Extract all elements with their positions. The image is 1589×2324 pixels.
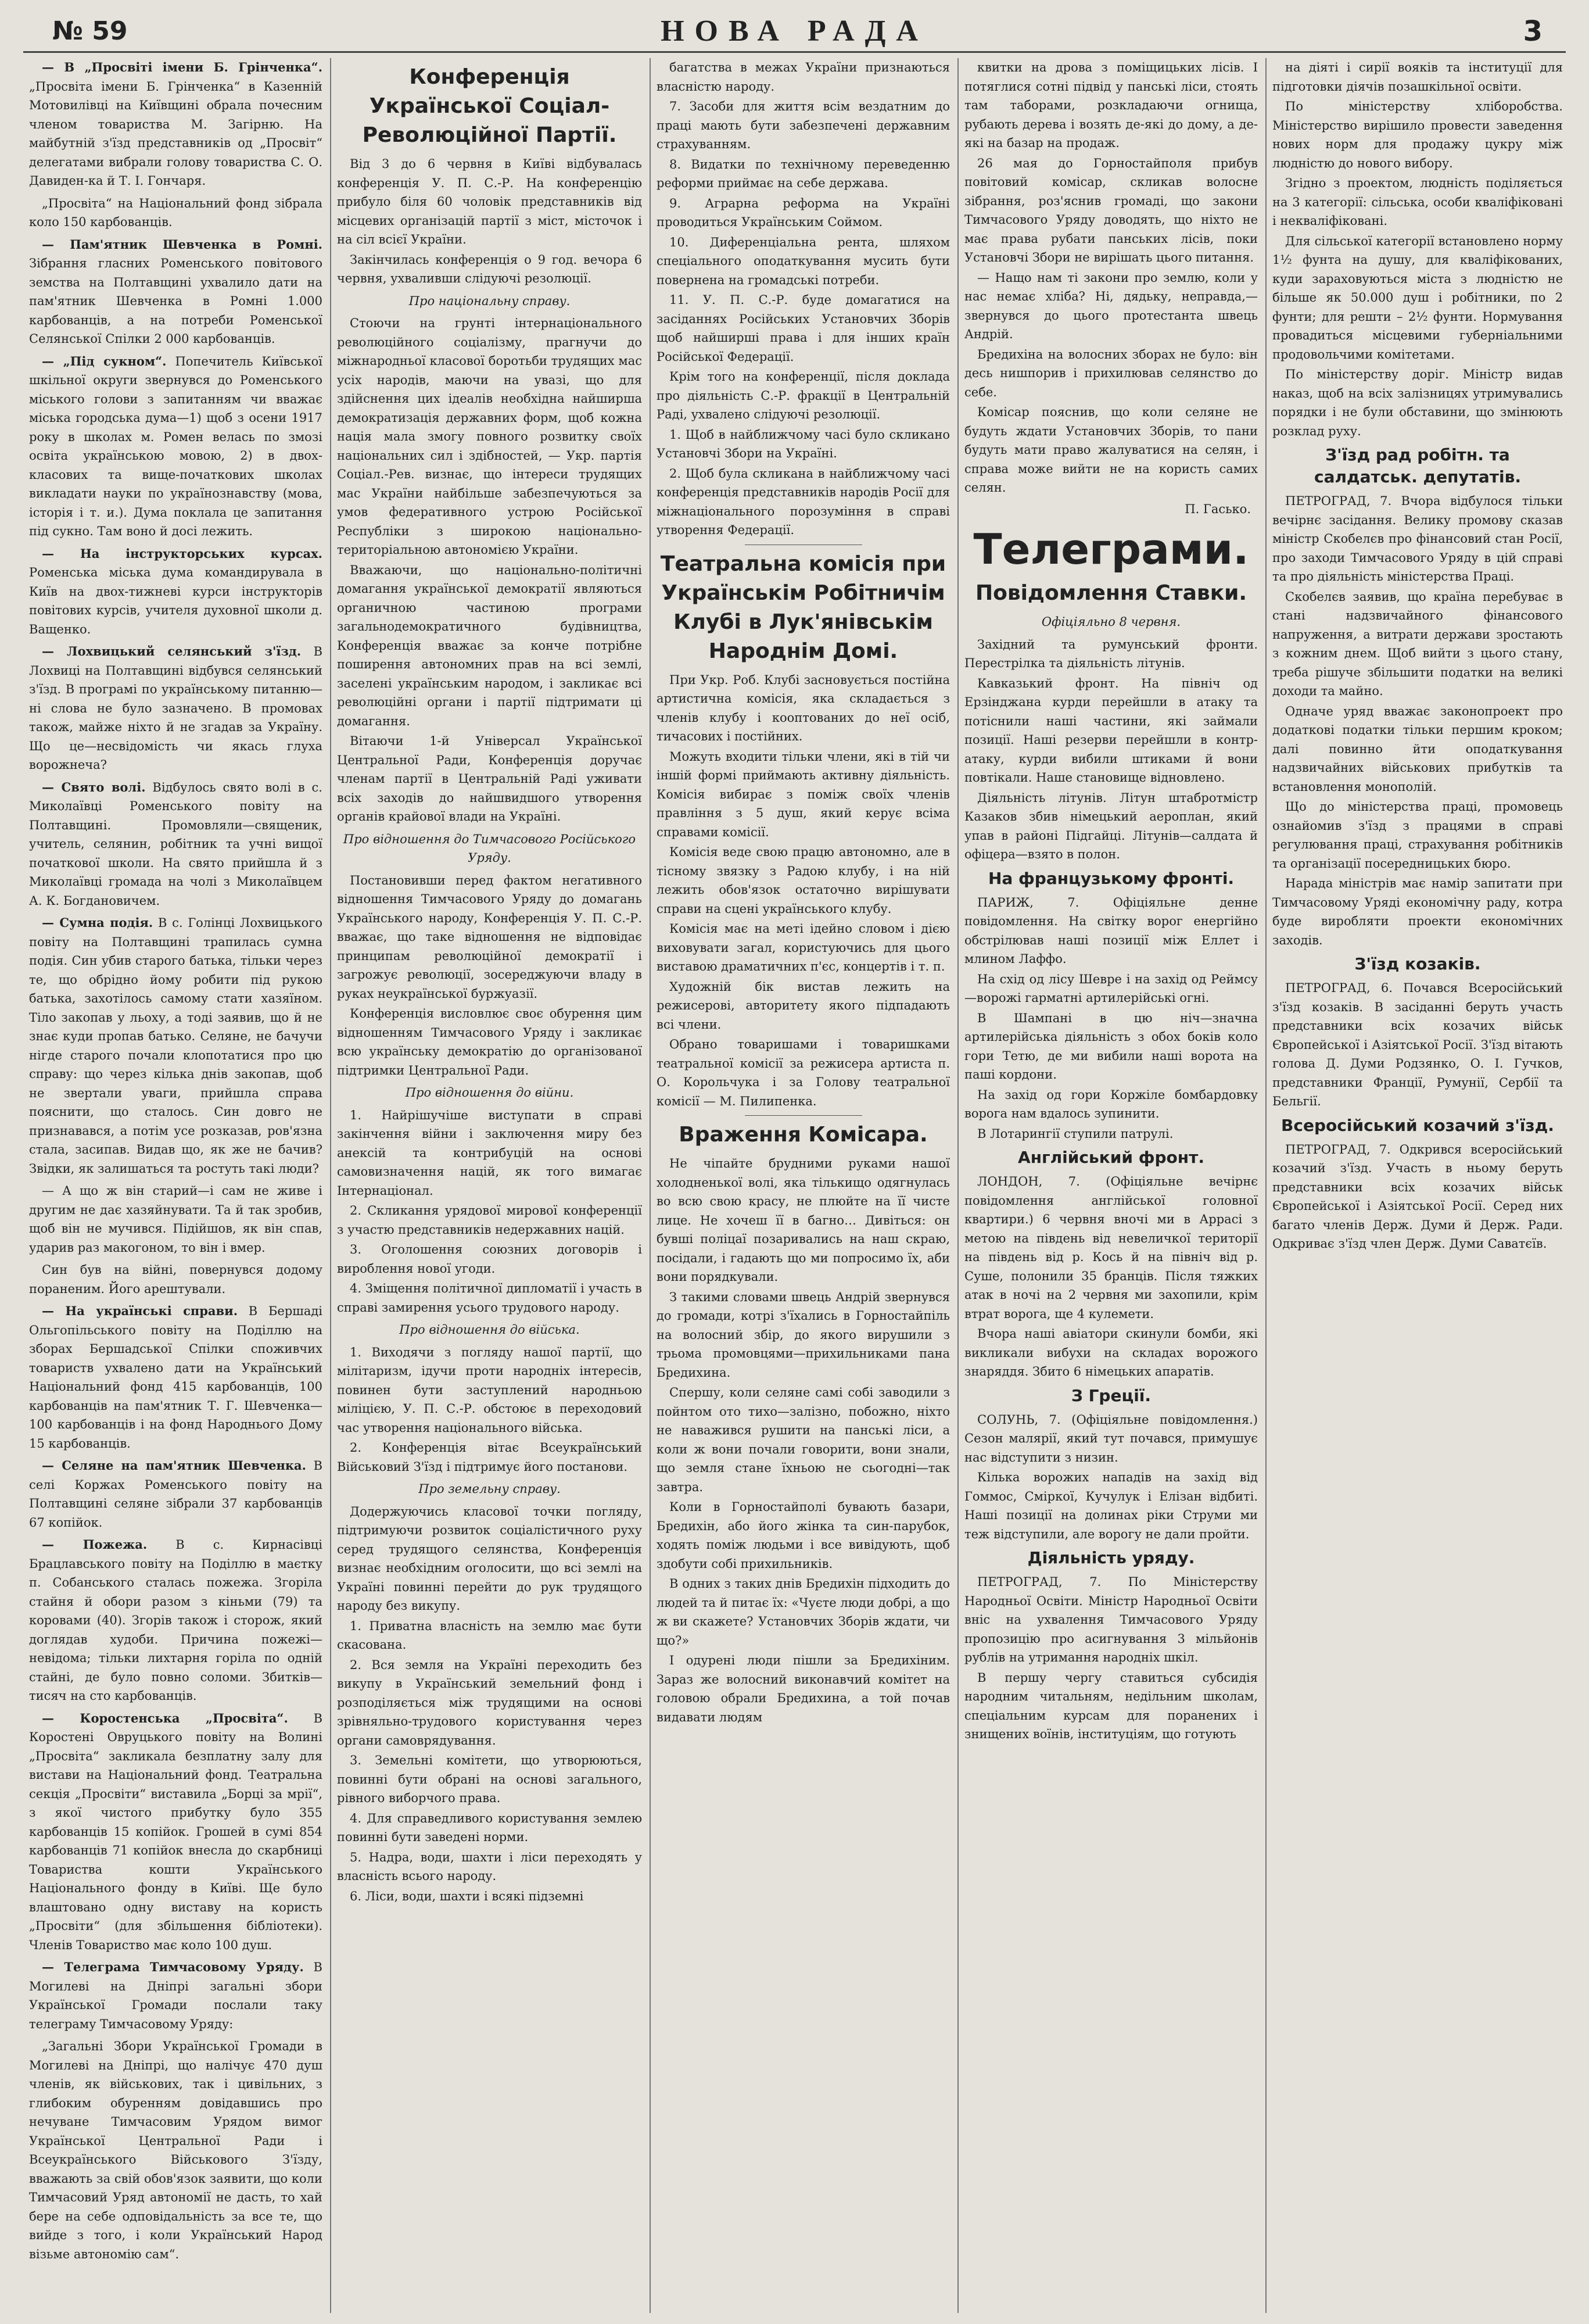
news-item-body: — А що ж він старий—і сам не живе і другим не дає хазяйнувати. Та й так зробив, щоб він не мучився. Підійшов, як він спав, ударив раз макогоном, то він і вмер.: [29, 1184, 322, 1255]
article-paragraph: 3. Оголошення союзних договорів і вироблення нової угоди.: [337, 1242, 642, 1276]
news-item-lead: — В „Просвіті імени Б. Грінченка“.: [42, 60, 322, 74]
column-3: [657, 58, 950, 2313]
article-paragraph: Художній бік вистав лежить на режисерові, авторитету якого підпадають всі члени.: [657, 979, 950, 1032]
article-paragraph: Комісія має на меті ідейно словом і дією виховувати загал, користуючись для цього виставою драматичних п'єс, концертів і т. п.: [657, 922, 950, 973]
article-paragraph: 7. Засоби для життя всім вездатним до праці мають бути забезпечені державним страхуванням.: [657, 99, 950, 151]
article-title-all-russian-cossacks: Всеросійський козачий з'їзд.: [1281, 1115, 1554, 1135]
news-item-text: [29, 778, 322, 911]
news-item-text: [29, 2037, 322, 2264]
news-item-body: „Просвіта“ на Національний фонд зібрала коло 150 карбованців.: [29, 196, 322, 229]
news-item: [29, 1958, 322, 2033]
news-item-text: [29, 352, 322, 541]
column-1: [29, 58, 322, 2313]
news-item-body: В с. Голінці Лохвицького повіту на Полтавщині трапилась сумна подія. Син убив старого батька, тільки через те, що обрідно йому робити під рукою батька, захотілось самому стати хазяїном. Тіло закопав у льоху, а тоді заявив, що й не знає куди пропав батько. Селяне, не бачучи нігде старого почали клопотатися про цю справу: що через кілька днів закопав, щоб не звертали уваги, прийшла справа пояснити, що сталось. Син довго не признавався, а потім усе розказав, ров'язна стала, засипав. Видав що, як же не бачив? Звідки, як залишаться та ростуть такі люди?: [29, 916, 322, 1176]
news-item-lead: — Сумна подія.: [42, 915, 153, 930]
article-paragraph: багатства в межах України признаються власністю народу.: [657, 60, 950, 94]
article-paragraph: 3. Земельні комітети, що утворюються, повинні бути обрані на основі загального, рівного виборчого права.: [337, 1753, 642, 1805]
article-paragraph: По міністерству хліборобства. Міністерство вирішило провести заведення нових норм для продажу цукру між людністю до нового вибору.: [1272, 99, 1563, 170]
article-title-cossacks: З'їзд козаків.: [1354, 954, 1481, 973]
article-paragraph: В Лотарингії ступили патрулі.: [977, 1126, 1174, 1141]
news-item: [29, 642, 322, 775]
article-paragraph: По міністерству доріг. Міністр видав наказ, щоб на всіх залізницях утримувались порядки і не були обставини, що змінюють розклад руху.: [1272, 367, 1563, 438]
article-paragraph: Кавказький фронт. На північ од Ерзінджана курди перейшли в атаку та потіснили наші частини, які займали позиції. Наші резерви перейшли в контр-атаку, курди вибили штиками й вони повтікали. Наше становище відновлено.: [964, 676, 1258, 785]
masthead-rule: [23, 51, 1566, 53]
section-title-army: Про відношення до війська.: [399, 1323, 580, 1337]
news-item: [29, 58, 322, 191]
masthead: [23, 6, 1566, 52]
article-paragraph: Скобелєв заявив, що країна перебуває в стані надзвичайного фінансового напруження, а витрати держави зростають з кожним днем. Щоб вийти з цього стану, треба рішуче збільшити податки на великі доходи та майно.: [1272, 589, 1563, 698]
article-paragraph: При Укр. Роб. Клубі засновується постійна артистична комісія, яка складається з членів клубу і кооптованих до неї осіб, тичасових і постійних.: [657, 672, 950, 743]
news-item-text: [29, 235, 322, 349]
article-title-french-front: На французькому фронті.: [988, 868, 1235, 888]
article-paragraph: Не чіпайте брудними руками нашої холодненької волі, яка тількищо одягнулась во всю свою красу, не плюйте на її чисте лице. Не хочеш її в багно… Дивіться: он бувші поліцаї позаривались на наш скраю, посідали, і гадають що ми попросимо їх, аби вони порядкували.: [657, 1156, 950, 1284]
news-item-text: [29, 1958, 322, 2033]
article-paragraph: З такими словами швець Андрій звернувся до громади, котрі з'їхались в Горностайпіль на волосний збір, до якого вирушили з трьома промовцями—прихильниками пана Бредихина.: [657, 1290, 950, 1380]
article-paragraph: ПЕТРОГРАД, 6. Почався Всеросійський з'їзд козаків. В засіданні беруть участь представники всіх козачих військ Європейської і Азіятської Росії. З'їзд вітають голова Д. Думи Родзянко, О. І. Гучков, представники Франції, Румунії, Сербії та Бельгії.: [1272, 981, 1563, 1108]
article-paragraph: 1. Приватна власність на землю має бути скасована.: [337, 1618, 642, 1652]
news-item-body: В с. Кирнасівці Брацлавського повіту на Поділлю в маєтку п. Собанського сталась пожежа. Згоріла стайня й обори разом з кіньми (79) та коровами (40). Згорів також і сторож, який доглядав худоби. Причина пожежі—невідома; тільки лихтарня горіла по одній стайні, де було повно соломи. Збитків—тисяч на сто карбованців.: [29, 1538, 322, 1703]
article-paragraph: 9. Аграрна реформа на Україні проводиться Українським Соймом.: [657, 196, 950, 229]
article-paragraph: 2. Щоб була скликана в найближчому часі конференція представників народів Росії для міжнаціонального порозуміння в справі утворення Федерації.: [657, 466, 950, 537]
article-paragraph: 1. Найрішучіше виступати в справі закінчення війни і заключення миру без анексій та контрибуцій на основі самовизначення націй, як того вимагає Інтернаціонал.: [337, 1108, 642, 1198]
article-title-impressions: Враження Комісара.: [679, 1123, 928, 1147]
section-title-national: Про національну справу.: [408, 293, 571, 308]
news-item-body: Попечитель Київської шкільної округи звернувся до Роменського міського голови з запитанням чи вважає міська городська дума—1) щоб з осени 1917 року в школах м. Ромен велась по змозі освіта українською мовою, 2) в двох-класових та вище-початкових школах викладати науки по українознавству (мова, історія і т. и.). Дума поклала це запитання під сукно. Там воно й досі лежить.: [29, 354, 322, 538]
article-paragraph: Для сільської категорії встановлено норму 1½ фунта на душу, для кваліфікованих, куди зараховуються міста з людністю не більше як 50.000 душ і робітники, по 2 фунти; для решти – 2½ фунти. Нормування провадиться місцевими губерніальними продовольчими комітетами.: [1272, 234, 1563, 361]
article-paragraph: На схід од лісу Шевре і на захід од Реймсу—ворожі гарматні артилерійські огні.: [964, 972, 1258, 1005]
news-item-body: „Загальні Збори Української Громади в Могилеві на Дніпрі, що налічує 470 душ членів, як військових, так і цивільних, з глибоким обуренням довідавшись про нечуване Тимчасовим Урядом вимог Української Центральної Ради і Всеукраїнського Військового З'їзду, вважають за свій обов'язок заявити, що коли Тимчасовий Уряд автономії не дасть, то хай бере на себе одповідальність за все те, що вийде з того, і коли Український Народ візьме автономію сам“.: [29, 2039, 322, 2261]
section-title-land: Про земельну справу.: [418, 1482, 561, 1496]
news-item-text: [29, 194, 322, 232]
news-item-lead: — На українські справи.: [42, 1304, 238, 1318]
article-paragraph: І одурені люди пішли за Бредихіним. Зараз же волосний виконавчий комітет на головою обрали Бредихина, а той почав видавати людям: [657, 1653, 950, 1724]
article-paragraph: Діяльність літунів. Літун штабротмістр Казаков збив німецький аероплан, який упав в районі Підгайці. Літунів—салдата й офіцера—взято в полон.: [964, 790, 1258, 861]
article-paragraph: Комісія веде свою працю автономно, але в тісному звязку з Радою клубу, і на ній лежить обов'язок остаточно вирішувати справи на сцені українського клубу.: [657, 845, 950, 916]
article-paragraph: Додержуючись класової точки погляду, підтримуючи розвиток соціалістичного руху серед трудящого селянства, Конференція визнає необхідним оголосити, що всі землі на Україні повинні перейти до рук трудящого народу без викупу.: [337, 1504, 642, 1613]
news-item-text: [29, 1181, 322, 1257]
article-paragraph: Нарада міністрів має намір запитати при Тимчасовому Уряді економічну раду, котра буде виробляти проекти економічних заходів.: [1272, 876, 1563, 947]
news-item: [29, 194, 322, 232]
article-paragraph: Постановивши перед фактом негативного відношення Тимчасового Уряду до домагань Українського народу, Конференція У. П. С.-Р. вважає, що таке відношення не відповідає принципам революційної демократії і загрожує революції, зосереджуючи владу в руках неукраїнської буржуазії.: [337, 873, 642, 1001]
news-item: [29, 352, 322, 541]
article-paragraph: Що до міністерства праці, промовець ознайомив з'їзд з працями в справі регулювання праці, страхування робітників та організації посередницьких бюро.: [1272, 800, 1563, 871]
article-paragraph: 1. Виходячи з погляду нашої партії, що мілітаризм, ідучи проти народніх інтересів, повинен бути заступлений народньою міліцією, У. П. С.-Р. обстоює в переходовий час утворення національного війська.: [337, 1345, 642, 1435]
news-item-body: Роменська міська дума командирувала в Київ на двох-тижневі курси інструкторів повітових курсів, учителя духовної школи д. Ващенко.: [29, 565, 322, 636]
article-paragraph: ПАРИЖ, 7. Офіціяльне денне повідомлення. На світку ворог енергійно обстрілював наші позиції між Еллет і млином Лаффо.: [964, 895, 1258, 966]
article-paragraph: квитки на дрова з поміщицьких лісів. І потяглися сотні підвід у панські ліси, стоять там таборами, розкладаючи огнища, рубають дерева і возять де-які до дому, а де-які на базар на продаж.: [964, 60, 1258, 150]
article-paragraph: Від 3 до 6 червня в Київі відбувалась конференція У. П. С.-Р. На конференцію прибуло біля 60 чоловік представників від місцевих організацій партії з міст, місточок і на сіл всієї України.: [337, 157, 642, 246]
news-item-body: Відбулось свято волі в с. Миколаївці Роменського повіту на Полтавщині. Промовляли—священик, учитель, селянин, робітник та учні вищої початкової школи. На свято прийшла й з Миколаївці громада на чолі з Миколаївцем А. К. Богдановичем.: [29, 780, 322, 908]
article-paragraph: ЛОНДОН, 7. (Офіціяльне вечірнє повідомлення англійської головної квартири.) 6 червня вночі ми в Арраcі з метою на південь від невеличкої території на південь від р. Кось й на північ від р. Суше, полонили 35 бранців. Після тяжких атак в ночі на 2 червня ми захопили, крім втрат ворога, ще 4 кулемети.: [964, 1174, 1258, 1321]
article-paragraph: В Шампані в цю ніч—значна артилерійська діяльність з обох боків коло гори Тетю, де ми вибили наші ворота на паші кордони.: [964, 1011, 1258, 1082]
article-paragraph: 4. Зміщення політичної дипломатії і участь в справі замирення усього трудового народу.: [337, 1281, 642, 1315]
article-paragraph: Вважаючи, що національно-політичні домагання української демократії являються органичною частиною програми загальнодемократичного будівництва, Конференція вважає за конче потрібне поширення автономних прав на всі землі, заселені українським народом, і закликає всі революційні органи і партії підтримати ці домагання.: [337, 563, 642, 728]
column-5: [1272, 58, 1563, 2313]
article-paragraph: ПЕТРОГРАД, 7. Одкрився всеросійський козачий з'їзд. Участь в ньому беруть представники всіх козачих військ Європейської і Азіятської Росії. Серед них багато членів Держ. Думи й Держ. Ради. Одкриває з'їзд член Держ. Думи Саватєїв.: [1272, 1142, 1563, 1251]
news-item-body: В Могилеві на Дніпрі загальні збори Української Громади послали таку телеграму Тимчасовому Уряду:: [29, 1960, 322, 2031]
news-item-body: В селі Коржах Роменського повіту на Полтавщині селяне зібрали 37 карбованців 67 копійок.: [29, 1459, 322, 1530]
news-item: [29, 778, 322, 911]
news-item: [29, 235, 322, 349]
article-paragraph: Закінчилась конференція о 9 год. вечора 6 червня, ухваливши слідуючі резолюції.: [337, 252, 642, 285]
column-divider: [650, 58, 651, 2313]
article-paragraph: В першу чергу ставиться субсидія народним читальням, недільним школам, спеціальним курсам для поранених і знищених воїнів, інституціям, що готують: [964, 1670, 1258, 1741]
article-paragraph: Кілька ворожих нападів на захід від Гоммос, Сміркої, Кучулук і Елізан відбиті. Наші позиції на долинах ріки Струми ми теж відступили, але ворогу не дали пройти.: [964, 1470, 1258, 1541]
article-paragraph: Згідно з проектом, людність поділяється на 3 категорії: сільська, особи кваліфіковані і некваліфіковані.: [1272, 176, 1563, 228]
news-item-lead: — „Під сукном“.: [42, 353, 167, 368]
newspaper-title: НОВА РАДА: [661, 15, 928, 48]
article-paragraph: 2. Вся земля на Україні переходить без викупу в Український земельний фонд і розподіляється між трудящими на основі зрівняльно-трудового користування через органи самоврядування.: [337, 1657, 642, 1748]
section-title-government: Про відношення до Тимчасового Російського Уряду.: [343, 832, 636, 865]
page-number: 3: [1523, 15, 1543, 48]
news-item-text: [29, 1535, 322, 1706]
article-paragraph: На захід од гори Коржіле бомбардовку ворога нам вдалось зупинити.: [964, 1087, 1258, 1120]
article-paragraph: Вчора наші авіатори скинули бомби, які викликали вибухи на складах ворожого знаряддя. Збито 6 німецьких апаратів.: [964, 1327, 1258, 1378]
article-paragraph: ПЕТРОГРАД, 7. По Міністерству Народньої Освіти. Міністр Народньої Освіти вніс на ухвалення Тимчасового Уряду пропозицію про асигнування 3 мільйонів рублів на утримання народніх шкіл.: [964, 1575, 1258, 1664]
article-title-greece: З Греції.: [1071, 1385, 1152, 1405]
news-item-text: [29, 1302, 322, 1453]
column-divider: [957, 58, 959, 2313]
article-paragraph: Західний та румунський фронти. Перестрілка та діяльність літунів.: [964, 637, 1258, 670]
news-item: [29, 1709, 322, 1955]
news-item-body: В Бершаді Ольгопільського повіту на Поділлю на зборах Бершадської Спілки споживчих товариств ухвалено дати на Український Національний фонд 415 карбованців, 100 карбованців на пам'ятник Т. Г. Шевченка—100 карбованців і на фонд Народнього Дому 15 карбованців.: [29, 1304, 322, 1451]
article-paragraph: Коли в Горностайполі бувають базари, Бредихін, або його жінка та син-парубок, ходять поміж людьми і все вивідують, щоб здобути собі прихильників.: [657, 1500, 950, 1571]
section-title-telegrams: Телеграми.: [973, 525, 1249, 574]
section-title-war: Про відношення до війни.: [405, 1086, 574, 1100]
news-item-text: [29, 914, 322, 1178]
news-item-lead: — Лохвицький селянський з'їзд.: [42, 644, 302, 658]
article-paragraph: 2. Скликання урядової мирової конференції з участю представників недержавних націй.: [337, 1204, 642, 1237]
article-paragraph: 2. Конференція вітає Всеукраїнський Військовий З'їзд і підтримує його постанови.: [337, 1441, 642, 1474]
article-paragraph: Вітаючи 1-й Універсал Української Центральної Ради, Конференція доручає членам партії в Центральній Раді уживати всіх заходів до найшвидшого утворення органів крайової влади на Україні.: [337, 734, 642, 823]
column-2: [337, 58, 642, 2313]
article-paragraph: СОЛУНЬ, 7. (Офіціяльне повідомлення.) Сезон малярії, який тут почався, примушує нас відступити з низин.: [964, 1412, 1258, 1464]
article-paragraph: 8. Видатки по технічному переведенню реформи приймає на себе держава.: [657, 157, 950, 190]
issue-number: № 59: [52, 16, 128, 46]
news-item: [29, 545, 322, 639]
news-item-body: В Лохвиці на Полтавщині відбувся селянський з'їзд. В програмі по українському питанню—ні слова не було зазначено. В промовах також, майже ніхто й не згадав за Україну. Що це—несвідомість чи якась глуха ворожнеча?: [29, 644, 322, 772]
article-title-conference: Конференція Української Соціал-Революційної Партії.: [362, 65, 617, 147]
news-item-lead: — Свято волі.: [42, 779, 146, 794]
news-item: [29, 914, 322, 1178]
article-paragraph: 5. Надра, води, шахти і ліси переходять у власність всього народу.: [337, 1850, 642, 1883]
news-item-text: [29, 545, 322, 639]
news-item: [29, 2037, 322, 2264]
article-paragraph: Одначе уряд вважає законопроект про додаткові податки тільки першим кроком; далі повинно йти оподаткування надзвичайних військових прибутків та встановлення монополій.: [1272, 704, 1563, 794]
article-paragraph: 1. Щоб в найближчому часі було скликано Установчі Збори на Україні.: [657, 427, 950, 460]
article-paragraph: 10. Диференціальна рента, шляхом спеціального оподаткування мусить бути повернена на громадські потреби.: [657, 235, 950, 287]
article-paragraph: на діяті і сирії вояків та інституції для підготовки діячів позашкільної освіти.: [1272, 60, 1563, 94]
column-4: [964, 58, 1258, 2313]
article-paragraph: Комісар пояснив, що коли селяне не будуть ждати Установчих Зборів, то пани будуть мати право жалуватися на селян, і справа може вийти не на користь самих селян.: [964, 405, 1258, 495]
news-item-text: [29, 1709, 322, 1955]
article-paragraph: Спершу, коли селяне самі собі заводили з пойнтом ото тихо—залізно, побожно, ніхто не наважився рушити на панські ліси, а коли ж вони почали говорити, вони знали, що земля стане їхньою не сьогодні—так завтра.: [657, 1385, 950, 1494]
news-item: [29, 1535, 322, 1706]
dateline: Офіціяльно 8 червня.: [1041, 615, 1181, 629]
article-paragraph: Стоючи на грунті інтернаціонального революційного соціалізму, прагнучи до міжнародньої класової боротьби трудящих мас усіх народів, маючи на увазі, що для здійснення цих ідеалів необхідна найширша демократизація державних форм, щоб кожна нація мала змогу повного розвитку своїх національних сил і здібностей, — Укр. партія Соціал.-Рев. визнає, що інтереси трудящих мас України найбільше забезпечуються за умов федеративного устрою Російської Республіки з широкою національно-територіальною автономією України.: [337, 316, 642, 557]
article-paragraph: Бредихіна на волосних зборах не було: він десь нишпорив і прихилював селянство до себе.: [964, 347, 1258, 399]
news-item: [29, 1181, 322, 1257]
article-title-stavka: Повідомлення Ставки.: [975, 581, 1247, 605]
separator: [745, 1115, 862, 1116]
article-paragraph: ПЕТРОГРАД, 7. Вчора відбулося тільки вечірнє засідання. Велику промову сказав міністр Скобелєв про фінансовий стан Росії, про заходи Тимчасового Уряду в цій справі та про діяльність міністерства Праці.: [1272, 494, 1563, 583]
news-item-lead: — На інструкторських курсах.: [42, 546, 322, 561]
article-paragraph: Крім того на конференції, після доклада про діяльність С.-Р. фракції в Центральній Раді, ухвалено слідуючі резолюції.: [657, 370, 950, 421]
news-item: [29, 1261, 322, 1298]
article-paragraph: 11. У. П. С.-Р. буде домагатися на засіданнях Російських Установчих Зборів щоб найширші права і для інших країн Російської Федерації.: [657, 293, 950, 364]
news-item-text: [29, 642, 322, 775]
article-paragraph: — Нащо нам ті закони про землю, коли у нас немає хліба? Ні, дядьку, неправда,—звернувся до цього протестанта швець Андрій.: [964, 270, 1258, 341]
article-paragraph: Конференція висловлює своє обурення цим відношенням Тимчасового Уряду і закликає всю українську демократію до організованої підтримки Центральної Ради.: [337, 1007, 642, 1077]
news-item-lead: — Телеграма Тимчасовому Уряду.: [42, 1960, 304, 1974]
column-divider: [1265, 58, 1267, 2313]
news-item-text: [29, 1456, 322, 1532]
article-paragraph: 4. Для справедливого користування землею повинні бути заведені норми.: [337, 1811, 642, 1844]
news-item-lead: — Селяне на пам'ятник Шевченка.: [42, 1458, 306, 1473]
news-item-lead: — Коростенська „Просвіта“.: [42, 1710, 288, 1725]
article-paragraph: В одних з таких днів Бредихін підходить до людей та й питає їх: «Чуєте люди добрі, а що ж ви скажете? Установчих Зборів ждати, чи що?»: [657, 1577, 950, 1648]
article-paragraph: Обрано товаришами і товаришками театральної комісії за режисера артиста п. О. Корольчука і за Голову театральної комісії — М. Пилипенка.: [657, 1037, 950, 1108]
article-paragraph: 26 мая до Горностайполя прибув повітовий комісар, скликав волосне зібрання, роз'яснив громаді, що закони Тимчасового Уряду доводять, що ніхто не має права рубати панських лісів, поки Установчі Збори не вирішать цього питання.: [964, 156, 1258, 264]
news-item-body: „Просвіта імени Б. Грінченка“ в Казенній Мотовилівці на Київщині обрала почесним членом товариства М. Загірню. На майбутній з'їзд представників од „Просвіт“ делегатами вибрали голову товариства С. О. Давиден-ка й Т. І. Гончаря.: [29, 79, 322, 188]
news-item-body: В Коростені Овруцького повіту на Волині „Просвіта“ закликала безплатну залу для вистави на Національний фонд. Театральна секція „Просвіти“ виставила „Борці за мрії“, з якої чистого прибутку було 355 карбованців 15 копійок. Грошей в сумі 854 карбованців 71 копійок внесла до скарбниці Товариства кошти Українського Національного фонду в Київі. Ще було влаштовано одну виставу на користь „Просвіти“ (для збільшення бібліотеки). Членів Товариство має коло 100 душ.: [29, 1711, 322, 1952]
article-paragraph: 6. Ліси, води, шахти і всякі підземні: [350, 1889, 584, 1903]
news-item-lead: — Пожежа.: [42, 1537, 148, 1552]
news-item: [29, 1456, 322, 1532]
column-divider: [330, 58, 331, 2313]
news-item-lead: — Пам'ятник Шевченка в Ромні.: [42, 237, 322, 252]
article-title-government: Діяльність уряду.: [1027, 1548, 1195, 1567]
news-item-body: Зібрання гласних Роменського повітового земства на Полтавщині ухвалило дати на пам'ятник Шевченка в Ромні 1.000 карбованців, а на потреби Роменської Селянської Спілки 2 000 карбованців.: [29, 256, 322, 346]
article-title-deputies: З'їзд рад робітн. та салдатськ. депутатів.: [1314, 445, 1521, 486]
news-item-text: [29, 58, 322, 191]
news-item-text: [29, 1261, 322, 1298]
author-signature: П. Гасько.: [1185, 502, 1251, 516]
article-paragraph: Можуть входити тільки члени, які в тій чи іншій формі приймають активну діяльність. Комісія вибирає з поміж своїх членів правління з 5 душ, який керує всіма справами комісії.: [657, 749, 950, 839]
news-item: [29, 1302, 322, 1453]
article-title-theatre: Театральна комісія при Українськім Робітничім Клубі в Лук'янівськім Народнім Домі.: [660, 552, 946, 663]
news-item-body: Син був на війні, повернувся додому пораненим. Його арештували.: [29, 1263, 322, 1296]
article-title-english-front: Англійський фронт.: [1018, 1148, 1204, 1167]
